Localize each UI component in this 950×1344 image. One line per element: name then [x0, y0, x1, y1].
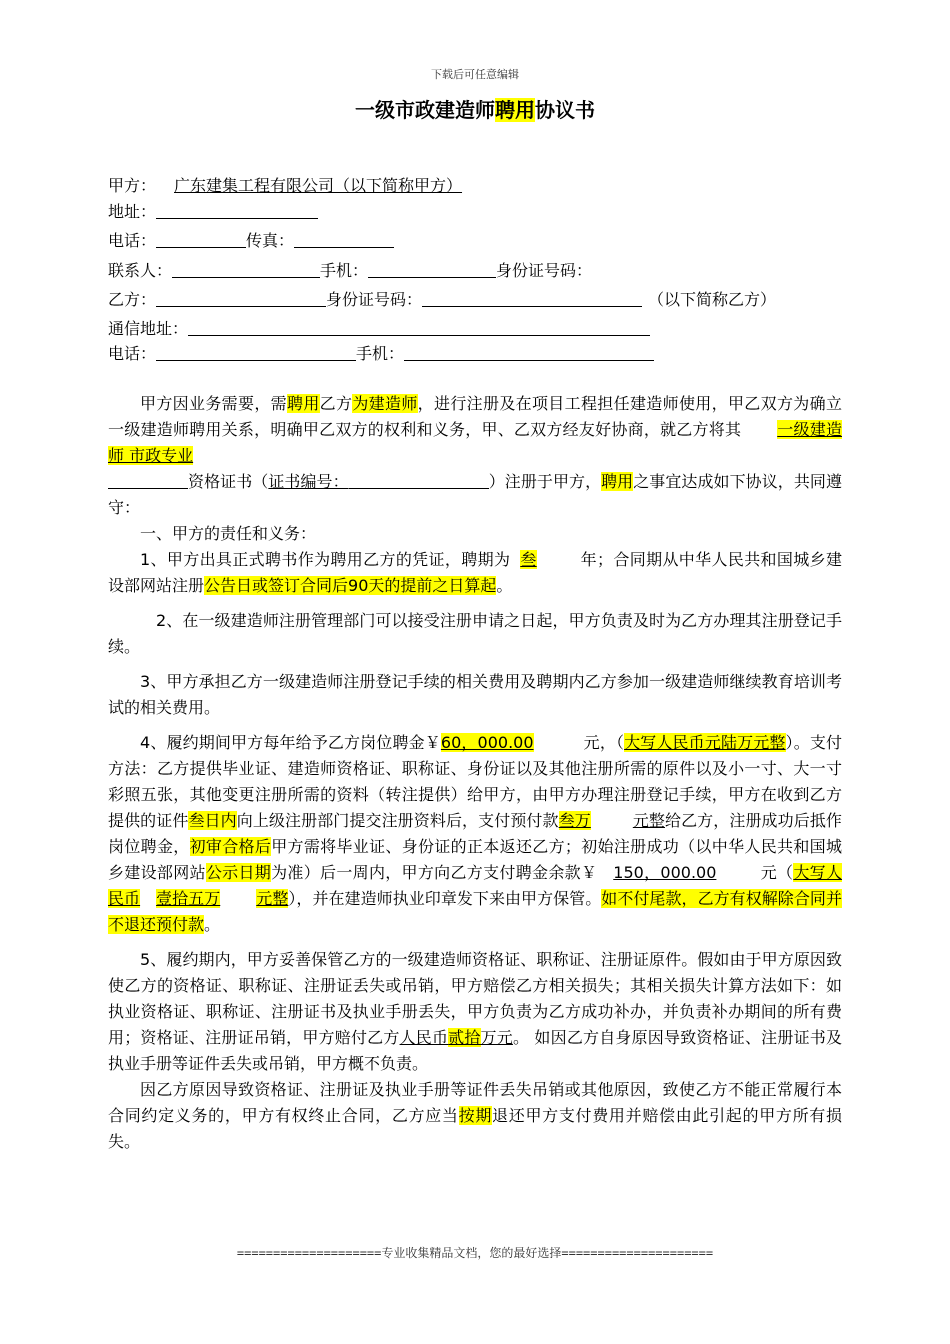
- highlight: 按期: [458, 1106, 493, 1125]
- party-b-phone-line: [108, 342, 654, 366]
- phone-blank: [156, 229, 246, 248]
- party-b-id-label: 身份证号码：: [326, 290, 423, 309]
- highlight: 贰拾: [448, 1028, 481, 1047]
- mobile-blank: [368, 259, 496, 278]
- party-b-label: 乙方：: [108, 290, 157, 309]
- address-blank: [156, 200, 318, 219]
- highlight: 叁日内: [188, 811, 237, 830]
- mail-blank: [188, 317, 650, 336]
- text: 为准）后一周内，甲方向乙方支付聘金余款￥: [271, 863, 598, 882]
- party-b-phone-blank: [156, 342, 356, 361]
- text: 乙方: [319, 394, 353, 413]
- fax-label: 传真：: [246, 231, 295, 250]
- title-part: 协议书: [535, 98, 595, 122]
- party-b-phone-label: 电话：: [108, 344, 157, 363]
- intro-paragraph: [108, 391, 842, 521]
- term-years: [510, 550, 580, 569]
- party-b-mail-line: [108, 317, 650, 341]
- title-highlight: 聘用: [495, 98, 535, 122]
- text: ，进行注册及在项目工程担任建造师使用，甲乙双方为确立一级建造师聘用关系，明确甲乙双方的权利和义务，甲、乙双方经友好协商，就乙方将其: [108, 394, 842, 439]
- text: 资格证书（: [188, 472, 269, 491]
- annual-fee-words: [624, 733, 785, 752]
- clause-6: [108, 1077, 842, 1155]
- text: 向上级注册部门提交注册资料后，支付预付款: [236, 811, 559, 830]
- text: 。: [496, 576, 513, 595]
- highlight: 公告日或签订合同后90天的提前之日算起: [204, 576, 497, 595]
- text: 万元: [480, 1028, 513, 1047]
- text: 元（: [760, 863, 794, 882]
- text: 4、履约期间甲方每年给予乙方岗位聘金￥: [140, 733, 441, 752]
- highlight: 壹拾五万: [156, 889, 221, 908]
- text: 甲方因业务需要，需: [140, 394, 287, 413]
- highlight: 一级建造师 市政专业: [108, 420, 842, 465]
- party-b-mobile-blank: [404, 342, 654, 361]
- text: 甲方需将毕业证、身份证的正本返还乙方；初始注册成功（以中华人民共和国城乡建设部网站: [108, 837, 842, 882]
- party-b-suffix: （以下简称乙方）: [648, 290, 777, 309]
- highlight: 叁万: [558, 811, 591, 830]
- text: 1、甲方出具正式聘书作为聘用乙方的凭证，聘期为: [140, 550, 511, 569]
- party-a-line: [108, 174, 462, 198]
- highlight: 大写人民币元: [624, 733, 721, 752]
- text: 退还甲方支付费用并赔偿由此引起的甲方所有损失。: [108, 1106, 842, 1151]
- highlight: 初审合格后: [189, 837, 272, 856]
- phone-label: 电话：: [108, 231, 157, 250]
- contract-body: [108, 391, 842, 1155]
- highlight: 陆万元整: [720, 733, 786, 752]
- prepayment: [559, 811, 665, 830]
- text: 给乙方，注册成功后抵作岗位聘金，: [108, 811, 842, 856]
- text: 之事宜达成如下协议，共同遵守：: [108, 472, 842, 517]
- contact-blank: [172, 259, 320, 278]
- party-b-name-blank: [156, 288, 326, 307]
- highlight: 大写人民币: [108, 863, 842, 908]
- footer-note: ====================专业收集精品文档，您的最好选择=====================: [236, 1246, 714, 1260]
- text: 人民币: [399, 1028, 449, 1047]
- header-note: 下载后可任意编辑: [431, 68, 519, 81]
- contact-label: 联系人：: [108, 261, 173, 280]
- certificate-number-blank: [349, 470, 489, 489]
- highlight: 为建造师: [352, 394, 418, 413]
- mobile-label: 手机：: [320, 261, 369, 280]
- text: 年；合同期从中华人民共和国城乡建设部网站注册: [108, 550, 842, 595]
- party-a-phone-line: [108, 229, 394, 253]
- clause-2: 2、在一级建造师注册管理部门可以接受注册申请之日起，甲方负责及时为乙方办理其注册登记手续。: [108, 611, 842, 656]
- highlight: 如不付尾款，乙方有权解除合同并不退还预付款: [108, 889, 842, 934]
- text: 150，000.00: [613, 863, 717, 882]
- annual-fee: [441, 733, 584, 752]
- highlight: 叁: [520, 550, 537, 569]
- clause-5: [108, 947, 842, 1077]
- text: ），并在建造师执业印章发下来由甲方保管。: [288, 889, 602, 908]
- text: ）注册于甲方，: [488, 472, 602, 491]
- mail-label: 通信地址：: [108, 319, 189, 338]
- address-label: 地址：: [108, 202, 157, 221]
- balance-amount: [597, 863, 760, 882]
- text: 元整: [632, 811, 665, 830]
- highlight: 元整: [256, 889, 289, 908]
- party-a-label: 甲方：: [108, 176, 157, 195]
- party-b-line: [108, 288, 776, 312]
- text: 。 如因乙方自身原因导致资格证、注册证书及执业手册等证件丢失或吊销，甲方概不负责。: [108, 1028, 842, 1073]
- certificate-number-label: 证书编号：: [268, 472, 349, 491]
- text: 元，（: [583, 733, 625, 752]
- party-b-id-blank: [422, 288, 642, 307]
- document-title: [0, 94, 950, 123]
- id-label: 身份证号码：: [496, 261, 593, 280]
- clause-3: 3、甲方承担乙方一级建造师注册登记手续的相关费用及聘期内乙方参加一级建造师继续教育培训考试的相关费用。: [108, 672, 842, 717]
- text: 5、履约期内，甲方妥善保管乙方的一级建造师资格证、职称证、注册证原件。假如由于甲方原因致使乙方的资格证、职称证、注册证丢失或吊销，甲方赔偿乙方相关损失；其相关损失计算方法如下：如执业资格证、职称证、注册证书及执业手册丢失，甲方负责为乙方成功补办，并负责补办期间的所有费用；资格证、注册证吊销，甲方赔付乙方: [108, 950, 842, 1047]
- text: 因乙方原因导致资格证、注册证及执业手册等证件丢失吊销或其他原因，致使乙方不能正常履行本合同约定义务的，甲方有权终止合同，乙方应当: [108, 1080, 842, 1125]
- highlight: 聘用: [601, 472, 634, 491]
- blank: [108, 470, 188, 489]
- highlight: 公示日期: [205, 863, 272, 882]
- title-part: 一级市政建造师: [355, 98, 495, 122]
- text: ）。支付方法：乙方提供毕业证、建造师资格证、职称证、身份证以及其他注册所需的原件以及小一寸、大一寸彩照五张，其他变更注册所需的资料（转注提供）给甲方，由甲方办理注册登记手续，甲方在收到乙方提供的证件: [108, 733, 842, 830]
- fax-blank: [294, 229, 394, 248]
- party-a-contact-line: [108, 259, 592, 283]
- party-a-name: 广东建集工程有限公司（以下简称甲方）: [174, 176, 463, 195]
- text: 。: [204, 915, 221, 934]
- clause-1: [108, 547, 842, 599]
- clause-4: [108, 730, 842, 938]
- party-b-mobile-label: 手机：: [356, 344, 405, 363]
- highlight: 聘用: [286, 394, 320, 413]
- section-heading: 一、甲方的责任和义务：: [140, 524, 317, 543]
- highlight: 60，000.00: [440, 733, 534, 752]
- party-a-address-line: [108, 200, 318, 224]
